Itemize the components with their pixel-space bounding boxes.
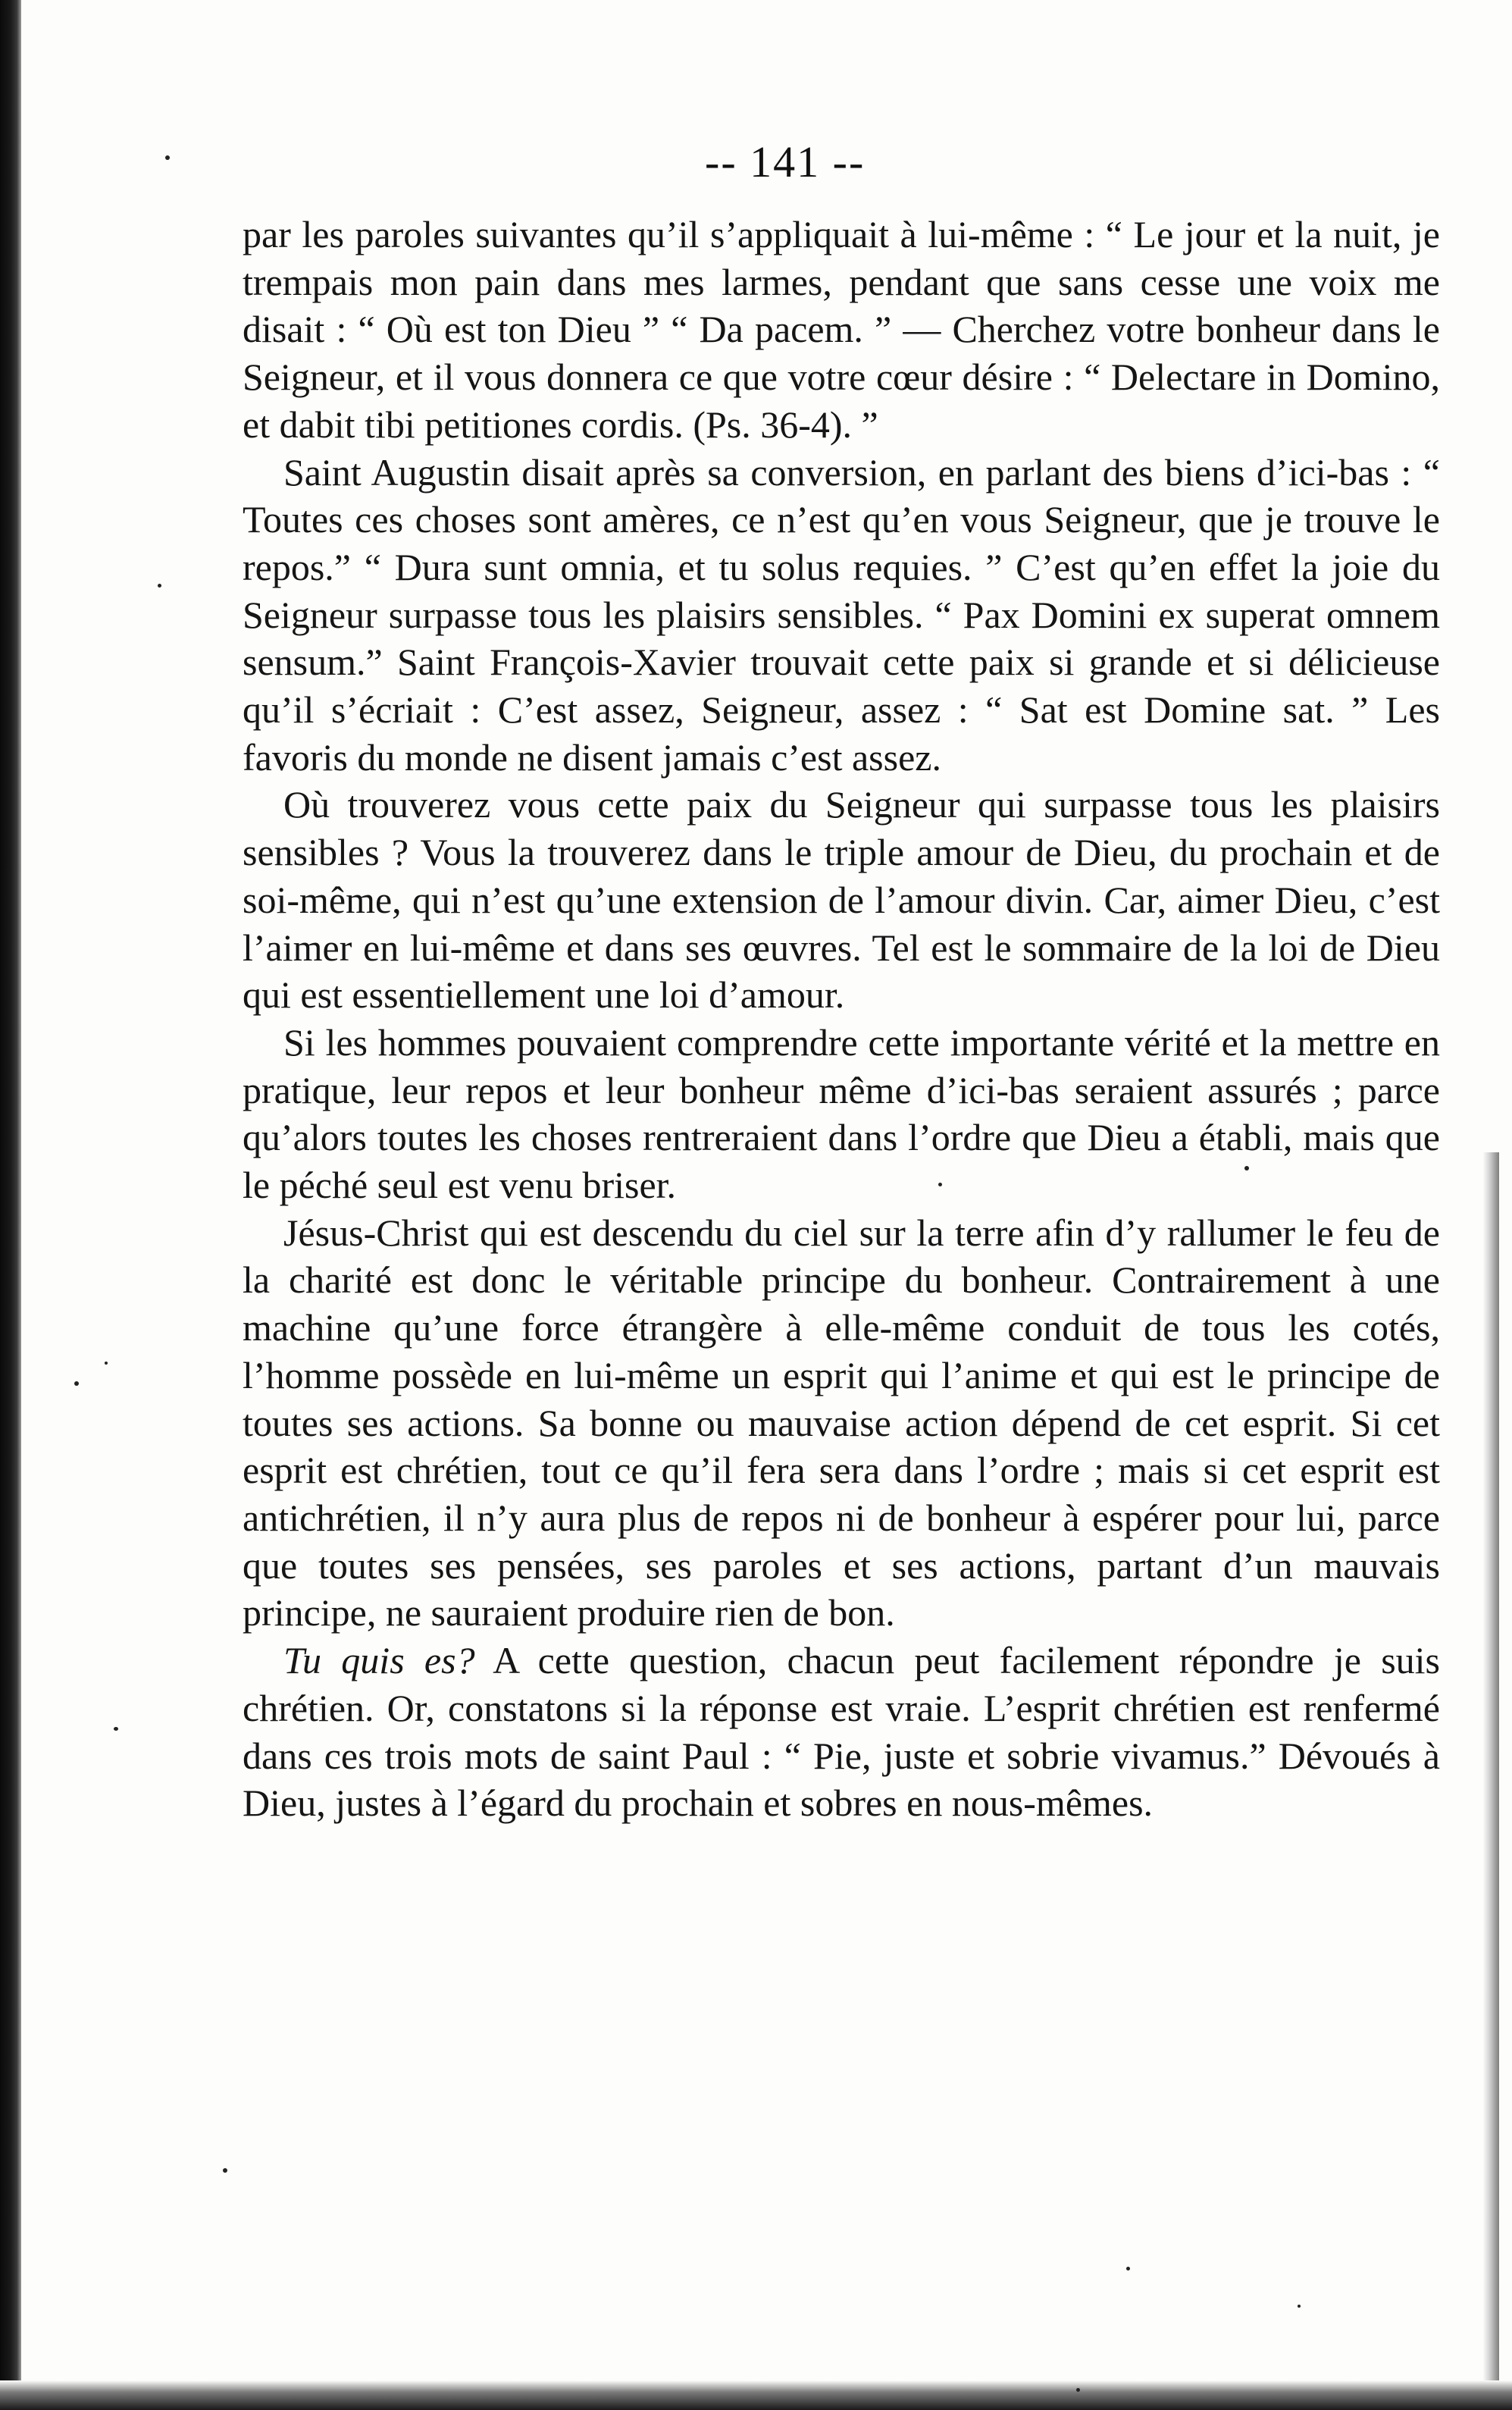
scan-speck bbox=[74, 1381, 79, 1386]
page-number: -- 141 -- bbox=[705, 137, 866, 186]
paragraph-6 bbox=[243, 1637, 1440, 1827]
scan-right-shadow bbox=[1482, 1152, 1499, 2396]
paragraph-6-text: A cette question, chacun peut facilement répondre je suis chrétien. Or, constatons si la réponse est vraie. L’esprit chrétien est renfermé dans ces trois mots de saint Paul : “ Pie, juste et sobrie vivamus.” Dévoués à Dieu, justes à l’égard du prochain et sobres en nous-mêmes. bbox=[243, 1639, 1441, 1825]
paragraph-3: Où trouverez vous cette paix du Seigneur qui surpasse tous les plaisirs sensibles ? Vous la trouverez dans le triple amour de Dieu, du prochain et de soi-même, qui n’est qu’une extension de l’amour divin. Car, aimer Dieu, c’est l’aimer en lui-même et dans ses œuvres. Tel est le sommaire de la loi de Dieu qui est essentiellement une loi d’amour. bbox=[243, 783, 1440, 1017]
scan-speck bbox=[165, 155, 170, 160]
body-text bbox=[243, 211, 1440, 1827]
scan-speck bbox=[938, 1183, 942, 1186]
scan-speck bbox=[1244, 1166, 1249, 1171]
scan-speck bbox=[223, 2168, 227, 2173]
paragraph-6-italic-lead: Tu quis es? bbox=[283, 1639, 475, 1682]
scan-binding-edge bbox=[0, 0, 21, 2410]
scan-speck bbox=[105, 1362, 108, 1365]
paragraph-4: Si les hommes pouvaient comprendre cette importante vérité et la mettre en pratique, leur repos et leur bonheur même d’ici-bas seraient assurés ; parce qu’alors toutes les choses rentreraient dans l’ordre que Dieu a établi, mais que le péché seul est venu briser. bbox=[243, 1020, 1440, 1207]
paragraph-1: par les paroles suivantes qu’il s’appliquait à lui-même : “ Le jour et la nuit, je trempais mon pain dans mes larmes, pendant que sans cesse une voix me disait : “ Où est ton Dieu ” “ Da pacem. ” — Cherchez votre bonheur dans le Seigneur, et il vous donnera ce que votre cœur désire : “ Delectare in Domino, et dabit tibi petitiones cordis. (Ps. 36-4). ” bbox=[243, 213, 1440, 446]
scan-speck bbox=[1298, 2305, 1301, 2308]
paragraph-5: Jésus-Christ qui est descendu du ciel sur la terre afin d’y rallumer le feu de la charité est donc le véritable principe du bonheur. Contrairement à une machine qu’une force étrangère à elle-même conduit de tous les cotés, l’homme possède en lui-même un esprit qui l’anime et qui est le principe de toutes ses actions. Sa bonne ou mauvaise action dépend de cet esprit. Si cet esprit est chrétien, tout ce qu’il fera sera dans l’ordre ; mais si cet esprit est antichrétien, il n’y aura plus de repos ni de bonheur à espérer pour lui, parce que toutes ses pensées, ses paroles et ses actions, partant d’un mauvais principe, ne sauraient produire rien de bon. bbox=[243, 1211, 1440, 1634]
paragraph-2: Saint Augustin disait après sa conversion, en parlant des biens d’ici-bas : “ Toutes ces choses sont amères, ce n’est qu’en vous Seigneur, que je trouve le repos.” “ Dura sunt omnia, et tu solus requies. ” C’est qu’en effet la joie du Seigneur surpasse tous les plaisirs sensibles. “ Pax Domini ex superat omnem sensum.” Saint François-Xavier trouvait cette paix si grande et si délicieuse qu’il s’écriait : C’est assez, Seigneur, assez : “ Sat est Domine sat. ” Les favoris du monde ne disent jamais c’est assez. bbox=[243, 450, 1440, 779]
scan-speck bbox=[1076, 2388, 1080, 2392]
scan-speck bbox=[158, 584, 161, 588]
scan-speck bbox=[1126, 2267, 1130, 2271]
scan-speck bbox=[114, 1727, 118, 1731]
scan-bottom-edge bbox=[0, 2380, 1512, 2410]
